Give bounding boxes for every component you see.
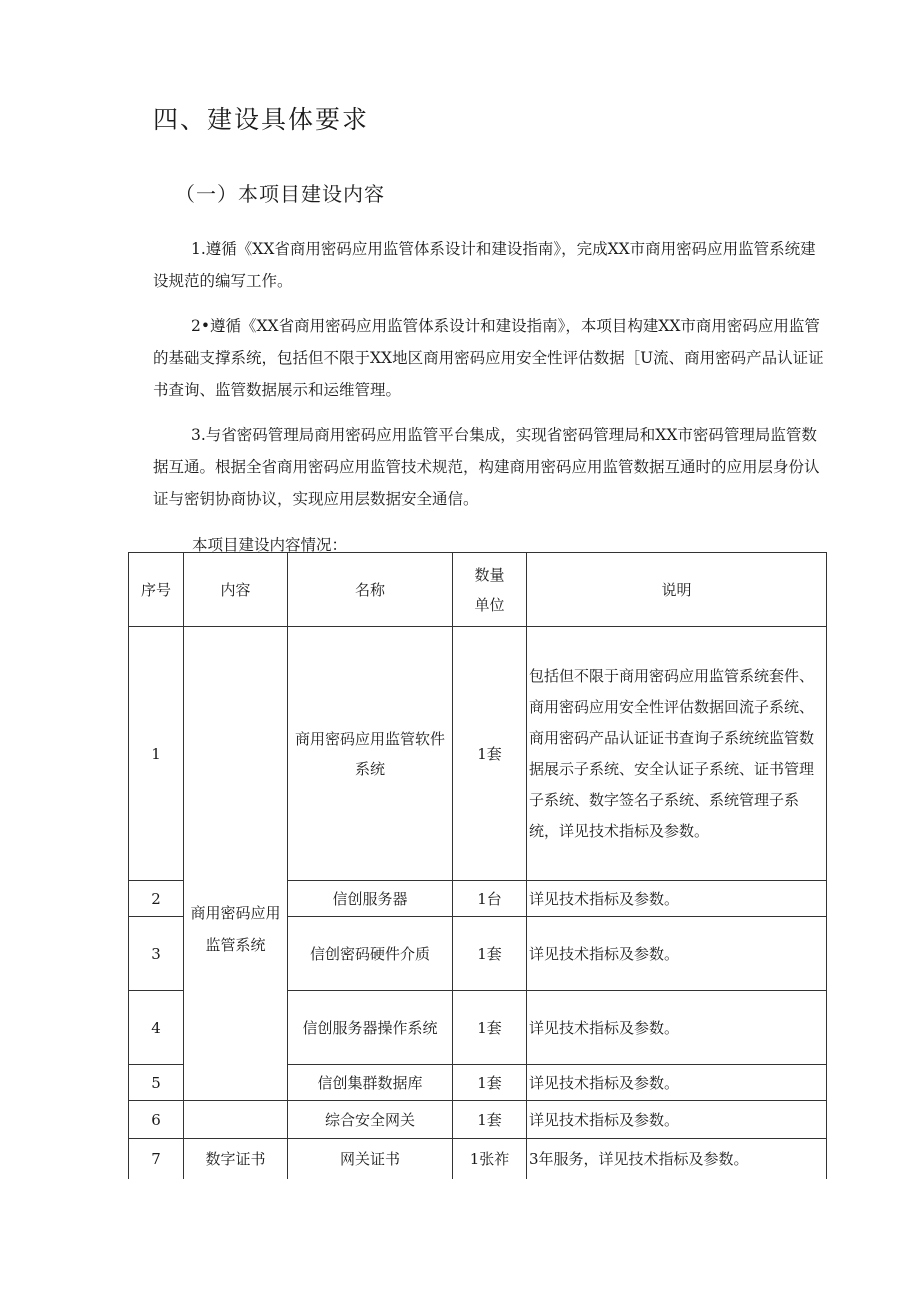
subsection-heading: （一）本项目建设内容: [175, 182, 385, 206]
cell-seq: 5: [129, 1065, 184, 1101]
cell-seq: 7: [129, 1139, 184, 1179]
cell-seq: 2: [129, 881, 184, 917]
paragraph-3: 3.与省密码管理局商用密码应用监管平台集成，实现省密码管理局和XX市密码管理局监管数据互通。根据全省商用密码应用监管技术规范，构建商用密码应用监管数据互通时的应用层身份认证与密钥协商协议，实现应用层数据安全通信。: [153, 426, 820, 508]
cell-qty: 1套: [453, 627, 527, 881]
cell-seq: 4: [129, 991, 184, 1065]
cell-name: 信创密码硬件介质: [288, 917, 453, 991]
cell-name: 信创集群数据库: [288, 1065, 453, 1101]
table-row: [129, 1101, 827, 1139]
cell-name: 信创服务器: [288, 881, 453, 917]
cell-qty: 1台: [453, 881, 527, 917]
header-qty: 数量单位: [453, 553, 527, 627]
table-header-row: [129, 553, 827, 627]
cell-qty: 1张祚: [453, 1139, 527, 1179]
cell-desc: 详见技术指标及参数。: [527, 917, 827, 991]
cell-group-empty: [184, 1101, 288, 1139]
table-row: [129, 1139, 827, 1179]
cell-desc: 详见技术指标及参数。: [527, 991, 827, 1065]
cell-name: 商用密码应用监管软件系统: [288, 627, 453, 881]
header-seq: 序号: [129, 553, 184, 627]
cell-name: 网关证书: [288, 1139, 453, 1179]
cell-group-monitoring: 商用密码应用监管系统: [184, 627, 288, 1101]
cell-desc: 3年服务，详见技术指标及参数。: [527, 1139, 827, 1179]
construction-content-table: [128, 552, 827, 1179]
cell-name: 综合安全网关: [288, 1101, 453, 1139]
cell-seq: 1: [129, 627, 184, 881]
cell-qty: 1套: [453, 917, 527, 991]
cell-seq: 6: [129, 1101, 184, 1139]
header-content: 内容: [184, 553, 288, 627]
cell-desc: 包括但不限于商用密码应用监管系统套件、商用密码应用安全性评估数据回流子系统、商用密码产品认证证书查询子系统统监管数据展示子系统、安全认证子系统、证书管理子系统、数字签名子系统、系统管理子系统，详见技术指标及参数。: [527, 627, 827, 881]
section-heading: 四、建设具体要求: [153, 105, 370, 134]
cell-qty: 1套: [453, 1065, 527, 1101]
cell-qty: 1套: [453, 991, 527, 1065]
cell-desc: 详见技术指标及参数。: [527, 1065, 827, 1101]
cell-desc: 详见技术指标及参数。: [527, 881, 827, 917]
paragraph-2: 2•遵循《XX省商用密码应用监管体系设计和建设指南》，本项目构建XX市商用密码应用监管的基础支撑系统，包括但不限于XX地区商用密码应用安全性评估数据［U流、商用密码产品认证证书查询、监管数据展示和运维管理。: [153, 317, 824, 399]
cell-seq: 3: [129, 917, 184, 991]
paragraph-1: 1.遵循《XX省商用密码应用监管体系设计和建设指南》，完成XX市商用密码应用监管系统建设规范的编写工作。: [153, 240, 816, 290]
table-caption: 本项目建设内容情况：: [192, 536, 348, 554]
header-name: 名称: [288, 553, 453, 627]
cell-desc: 详见技术指标及参数。: [527, 1101, 827, 1139]
cell-group-certificate: 数字证书: [184, 1139, 288, 1179]
header-desc: 说明: [527, 553, 827, 627]
cell-qty: 1套: [453, 1101, 527, 1139]
table-row: [129, 627, 827, 881]
cell-name: 信创服务器操作系统: [288, 991, 453, 1065]
